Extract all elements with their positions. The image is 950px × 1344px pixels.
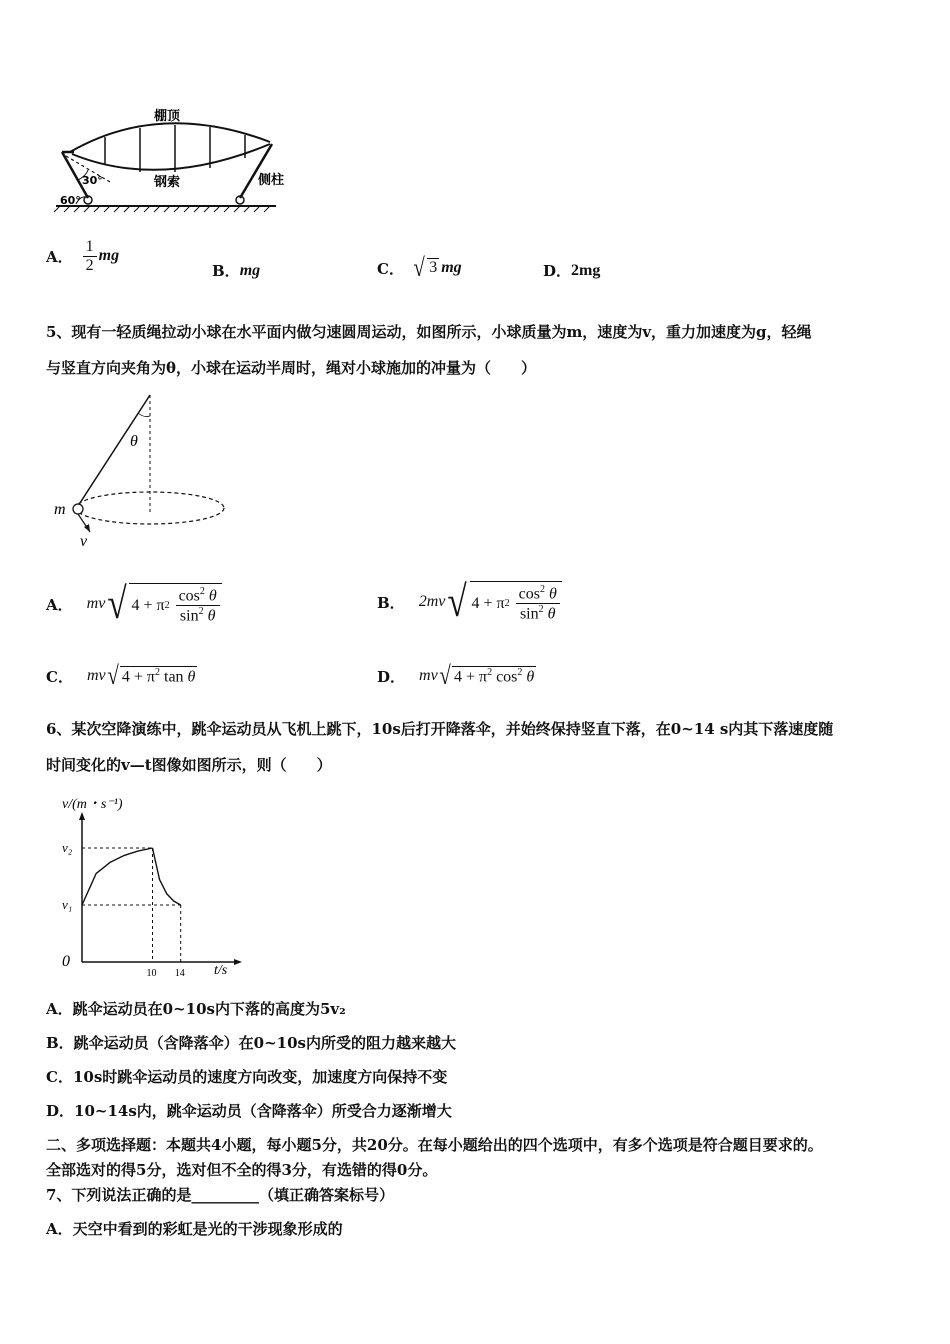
q5-option-c-radical: √ — [107, 661, 119, 690]
q6-option-d[interactable]: D．10~14s内，跳伞运动员（含降落伞）所受合力逐渐增大 — [46, 1102, 452, 1120]
q5-option-a[interactable] — [46, 574, 222, 634]
q5-option-b-letter: B． — [377, 593, 405, 612]
q4-option-b[interactable] — [212, 260, 260, 281]
q5-option-c-letter: C． — [46, 667, 73, 686]
label-v: v — [80, 533, 88, 550]
q6-option-a[interactable]: A．跳伞运动员在0~10s内下落的高度为5v₂ — [46, 1000, 346, 1018]
section2-line1: 二、多项选择题：本题共4小题，每小题5分，共20分。在每小题给出的四个选项中，有多个选项是符合题目要求的。 — [46, 1136, 823, 1154]
label-m: m — [54, 501, 66, 518]
q4-option-b-letter: B． — [212, 262, 240, 280]
y-tick-1: v₁ — [62, 897, 73, 912]
q5-option-b[interactable] — [377, 572, 562, 632]
q5-option-a-radical: √ — [107, 579, 128, 628]
q4-option-a-tail: mg — [98, 247, 120, 264]
q5-option-c-radicand: $4 + \pi^2$ tan θ — [121, 666, 196, 686]
q4-option-c-letter: C． — [377, 259, 404, 278]
vt-chart — [50, 790, 250, 980]
q5-option-d-radicand: $4 + \pi^2$ $\cos^2 \theta$ — [453, 666, 535, 686]
q4-option-a[interactable] — [46, 236, 119, 276]
q4-option-a-fraction: $\frac{1}{2}$ — [83, 238, 97, 274]
q5-option-d[interactable] — [377, 660, 536, 692]
conical-pendulum-figure — [50, 390, 240, 550]
label-column: 侧柱 — [258, 173, 285, 188]
rope — [78, 395, 150, 506]
series-line-1 — [82, 848, 153, 905]
q6-stem-line2: 时间变化的v—t图像如图所示，则（ ） — [46, 756, 332, 774]
q6-stem-line1: 6、某次空降演练中，跳伞运动员从飞机上跳下，10s后打开降落伞，并始终保持竖直下落，在0~14 s内其下落速度随 — [46, 720, 834, 738]
x-tick-14: 14 — [174, 968, 185, 979]
q5-stem-line1: 5、现有一轻质绳拉动小球在水平面内做匀速圆周运动，如图所示，小球质量为m，速度为v，重力加速度为g，轻绳 — [46, 323, 812, 341]
q4-option-d-letter: D． — [543, 262, 572, 280]
label-angle-30: 30° — [82, 174, 103, 187]
q4-option-c-root: √ 3 — [413, 253, 438, 282]
ball — [73, 504, 83, 514]
q5-stem-line2: 与竖直方向夹角为θ，小球在运动半周时，绳对小球施加的冲量为（ ） — [46, 359, 537, 377]
q4-option-a-letter: A． — [46, 247, 73, 266]
q5-option-a-letter: A． — [46, 595, 73, 614]
section2-line2: 全部选对的得5分，选对但不全的得3分，有选错的得0分。 — [46, 1161, 438, 1179]
y-tick-2: v₂ — [62, 840, 73, 855]
q5-option-d-prefix: mv — [419, 667, 438, 684]
series-line-2 — [153, 848, 181, 905]
q7-option-a[interactable]: A．天空中看到的彩虹是光的干涉现象形成的 — [46, 1220, 343, 1238]
q7-stem: 7、下列说法正确的是_________（填正确答案标号） — [46, 1186, 394, 1204]
q4-option-c-tail: mg — [441, 259, 462, 276]
chart-xlabel: t/s — [214, 963, 228, 978]
label-cable: 钢索 — [154, 175, 181, 190]
q5-option-c-prefix: mv — [86, 667, 106, 684]
cable-curve — [72, 144, 270, 170]
q5-option-a-prefix: mv — [86, 595, 106, 612]
q5-option-b-radical: √ — [447, 577, 468, 626]
q5-option-d-radical: √ — [439, 661, 451, 690]
x-tick-10: 10 — [146, 968, 157, 979]
q4-option-b-value: mg — [239, 261, 261, 279]
awning-figure — [50, 100, 310, 220]
label-theta: θ — [130, 433, 138, 450]
q4-option-d-value: 2mg — [571, 261, 601, 279]
q5-option-a-radicand: 4 + π 2 $\frac{\cos^2 \theta}{\sin^2 \theta}$ — [129, 583, 221, 625]
label-angle-60: 60° — [60, 194, 81, 207]
chart-origin: 0 — [62, 953, 70, 970]
q6-option-b[interactable]: B．跳伞运动员（含降落伞）在0~10s内所受的阻力越来越大 — [46, 1034, 457, 1052]
q5-option-b-radicand: 4 + π 2 $\frac{\cos^2 \theta}{\sin^2 \theta}$ — [470, 581, 562, 623]
q5-option-c[interactable] — [46, 660, 197, 692]
q5-option-d-letter: D． — [377, 667, 406, 686]
q6-option-c[interactable]: C．10s时跳伞运动员的速度方向改变，加速度方向保持不变 — [46, 1068, 448, 1086]
q4-option-c[interactable] — [377, 255, 462, 281]
label-roof: 棚顶 — [154, 109, 181, 124]
roof-arc — [70, 123, 270, 152]
orbit — [76, 492, 224, 524]
chart-ylabel: v/(m・s⁻¹) — [62, 797, 123, 812]
q5-option-b-prefix: 2mv — [418, 593, 446, 610]
q4-option-d[interactable] — [543, 260, 600, 281]
